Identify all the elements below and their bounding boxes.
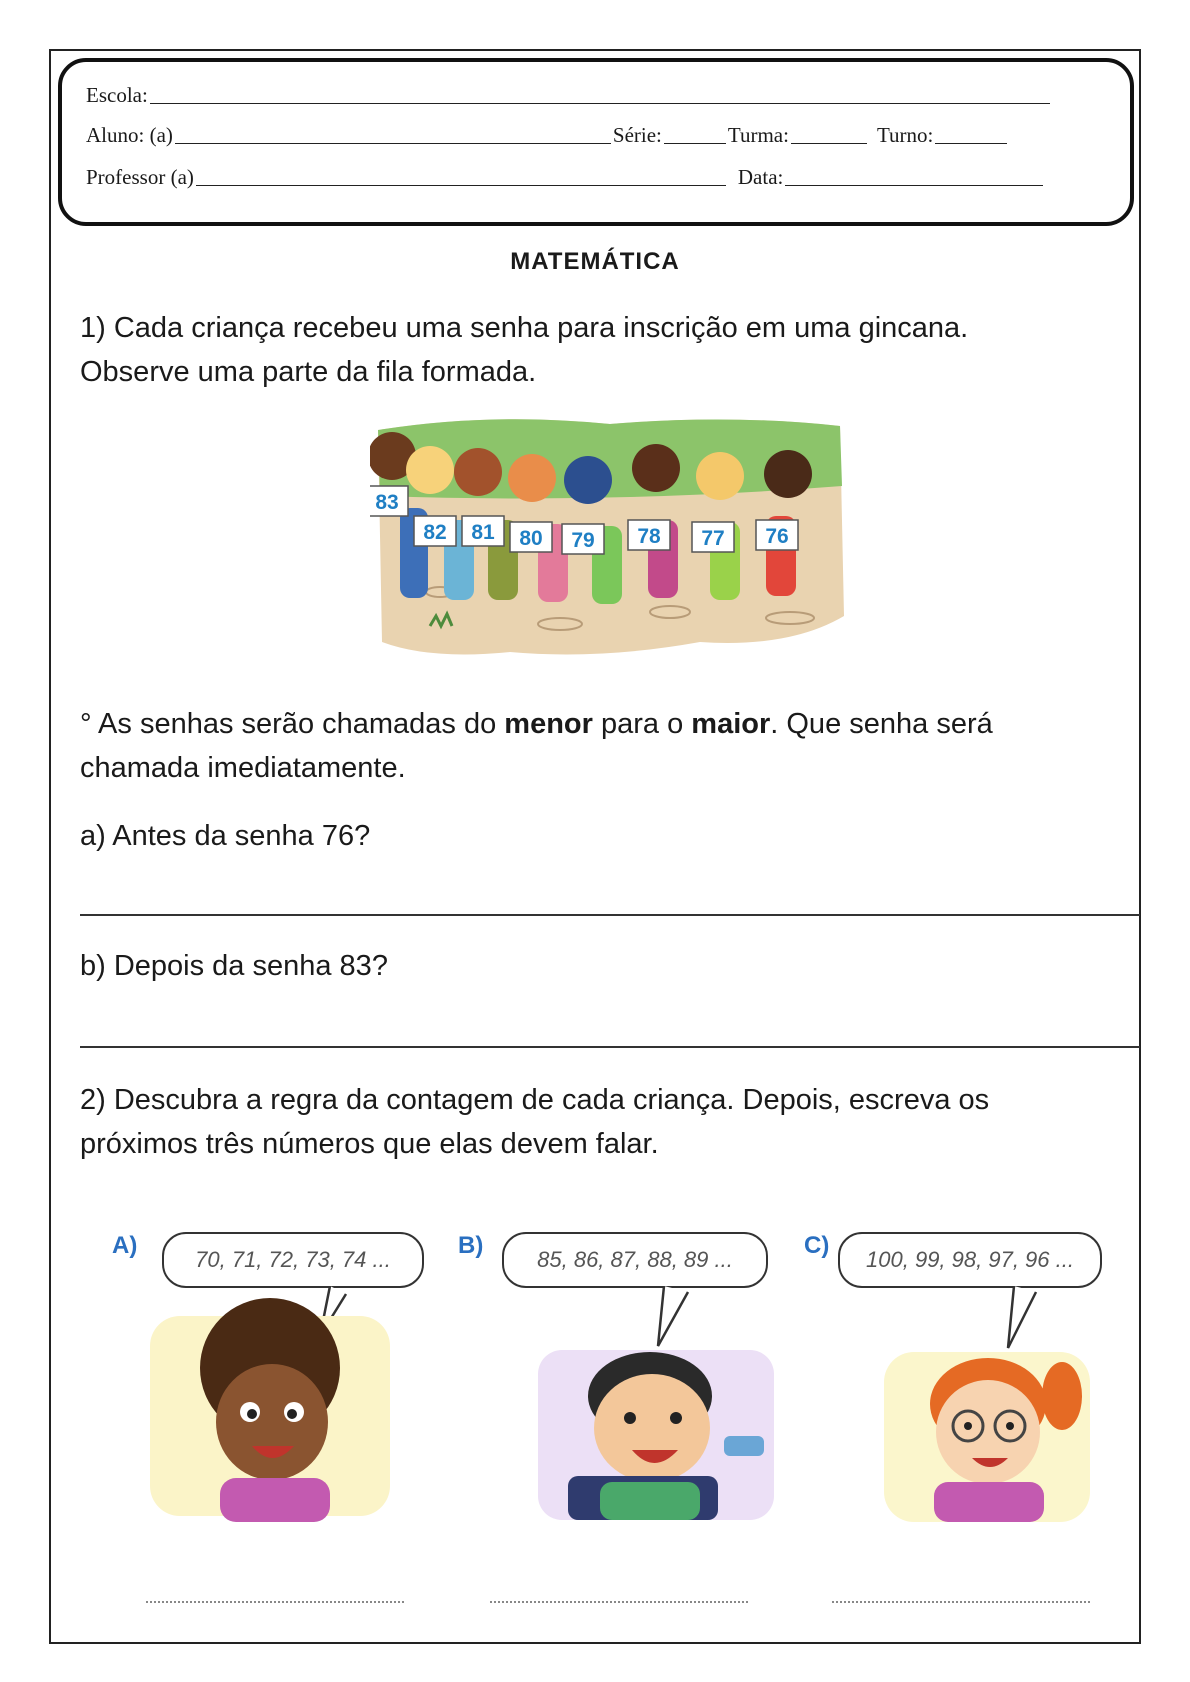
item-b-speech-bubble: 85, 86, 87, 88, 89 ... — [502, 1232, 768, 1288]
ticket-81 — [462, 516, 504, 546]
instr-text-3: . Que senha será — [770, 708, 993, 740]
q1-item-a: a) Antes da senha 76? — [80, 820, 371, 852]
ticket-number: 81 — [471, 521, 495, 544]
turno-label: Turno: — [876, 123, 934, 147]
ticket-number: 78 — [637, 525, 661, 548]
student-info-box — [58, 58, 1134, 226]
instr-bold-menor: menor — [504, 708, 593, 740]
professor-row — [86, 162, 1106, 190]
answer-line-a[interactable] — [80, 914, 1140, 916]
item-c-speech-bubble: 100, 99, 98, 97, 96 ... — [838, 1232, 1102, 1288]
professor-field[interactable] — [196, 181, 726, 186]
aluno-row — [86, 120, 1106, 148]
item-b-letter: B) — [458, 1232, 484, 1259]
ticket-76 — [756, 520, 798, 550]
item-c-letter: C) — [804, 1232, 830, 1259]
boy-b-illustration — [528, 1286, 788, 1526]
ticket-79 — [562, 524, 604, 554]
ticket-number: 79 — [571, 529, 595, 552]
q2-line1: 2) Descubra a regra da contagem de cada criança. Depois, escreva os — [80, 1084, 990, 1116]
ticket-83 — [370, 486, 408, 516]
turma-label: Turma: — [727, 123, 789, 147]
data-field[interactable] — [785, 181, 1043, 186]
answer-line-item-c[interactable] — [832, 1601, 1090, 1603]
escola-row — [86, 80, 1106, 108]
girl-c-illustration — [884, 1286, 1114, 1526]
turma-field[interactable] — [791, 139, 867, 144]
q1-line1: 1) Cada criança recebeu uma senha para inscrição em uma gincana. — [80, 312, 969, 344]
ticket-number: 83 — [375, 491, 399, 514]
serie-field[interactable] — [664, 139, 726, 144]
answer-line-item-b[interactable] — [490, 1601, 748, 1603]
queue-illustration — [370, 416, 848, 666]
ticket-number: 76 — [765, 525, 789, 548]
data-label: Data: — [737, 165, 784, 189]
ticket-number: 82 — [423, 521, 447, 544]
answer-line-item-a[interactable] — [146, 1601, 404, 1603]
item-a-speech-bubble: 70, 71, 72, 73, 74 ... — [162, 1232, 424, 1288]
answer-line-b[interactable] — [80, 1046, 1140, 1048]
escola-field[interactable] — [150, 99, 1050, 104]
ticket-82 — [414, 516, 456, 546]
ticket-number: 80 — [519, 527, 543, 550]
item-a-letter: A) — [112, 1232, 138, 1259]
ticket-77 — [692, 522, 734, 552]
escola-label: Escola: — [86, 83, 148, 107]
instr-text-2: para o — [592, 708, 692, 740]
page-title: MATEMÁTICA — [510, 248, 680, 275]
turno-field[interactable] — [935, 139, 1007, 144]
q1-item-b: b) Depois da senha 83? — [80, 950, 388, 982]
aluno-label: Aluno: (a) — [86, 123, 173, 147]
q2-line2: próximos três números que elas devem falar. — [80, 1128, 659, 1160]
q1-instruction-line2: chamada imediatamente. — [80, 752, 406, 784]
q1-instruction-line1 — [80, 702, 1140, 746]
aluno-field[interactable] — [175, 139, 611, 144]
professor-label: Professor (a) — [86, 165, 194, 189]
ticket-80 — [510, 522, 552, 552]
q1-line2: Observe uma parte da fila formada. — [80, 356, 537, 388]
girl-a-illustration — [150, 1286, 420, 1526]
instr-text-1: ° As senhas serão chamadas do — [80, 708, 505, 740]
ticket-number: 77 — [701, 527, 725, 550]
serie-label: Série: — [612, 123, 662, 147]
instr-bold-maior: maior — [691, 708, 771, 740]
ticket-78 — [628, 520, 670, 550]
